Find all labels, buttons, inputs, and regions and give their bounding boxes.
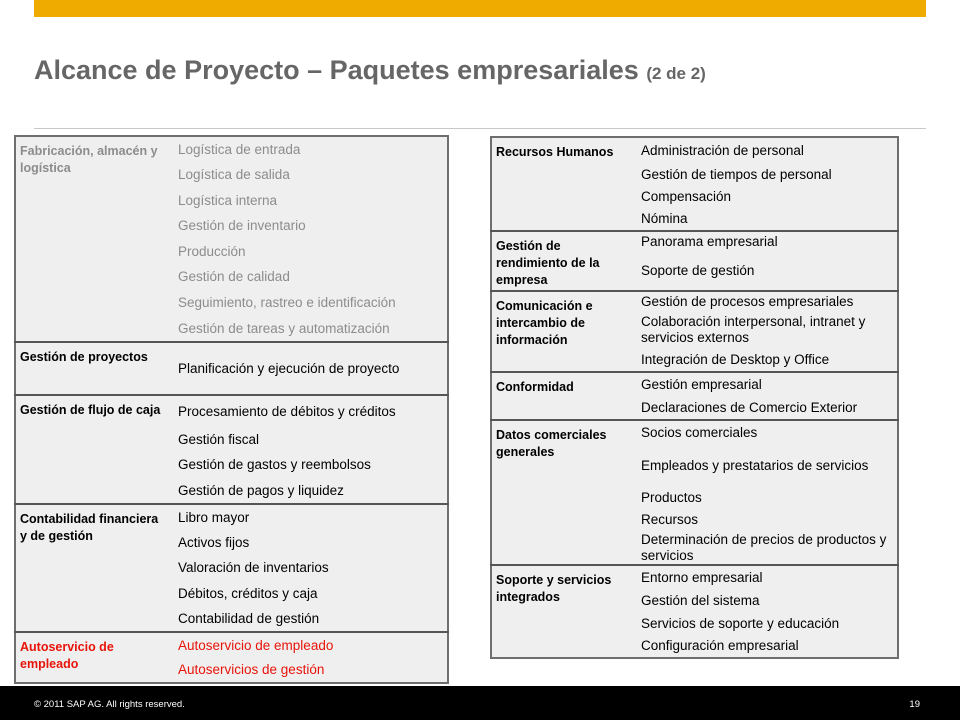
list-item-text: Autoservicios de gestión (178, 662, 325, 677)
table-row (491, 231, 898, 252)
list-item-text: Gestión de procesos empresariales (641, 293, 854, 309)
list-item-text: Soporte de gestión (641, 263, 755, 278)
list-item (170, 555, 448, 581)
list-item-text: Configuración empresarial (641, 638, 799, 653)
list-item (170, 452, 448, 478)
page-number: 19 (909, 699, 920, 710)
list-item-text: Productos (641, 490, 702, 505)
table-row (15, 632, 448, 658)
list-item (633, 635, 898, 658)
list-item (633, 590, 898, 612)
list-item-text: Panorama empresarial (641, 234, 778, 249)
list-item-text: Colaboración interpersonal, intranet y servicios externos (641, 314, 866, 345)
list-item (170, 395, 448, 427)
table-row (491, 137, 898, 163)
category-label: Conformidad (491, 372, 633, 420)
list-item-text: Gestión del sistema (641, 593, 760, 608)
list-item-text: Determinación de precios de productos y servicios (641, 531, 887, 563)
list-item (633, 487, 898, 509)
list-item-text: Integración de Desktop y Office (641, 352, 830, 367)
list-item (633, 208, 898, 231)
table-row (15, 395, 448, 427)
list-item (170, 213, 448, 239)
table-row (15, 342, 448, 395)
copyright-text: © 2011 SAP AG. All rights reserved. (34, 699, 185, 710)
list-item (633, 509, 898, 531)
list-item-text: Activos fijos (178, 534, 250, 550)
page-title-main: Alcance de Proyecto – Paquetes empresariales (34, 55, 639, 85)
list-item (633, 186, 898, 208)
list-item-text: Libro mayor (178, 509, 250, 525)
list-item (170, 162, 448, 188)
list-item (633, 565, 898, 590)
list-item (633, 163, 898, 186)
list-item (633, 291, 898, 311)
list-item (170, 478, 448, 504)
list-item-text: Planificación y ejecución de proyecto (178, 360, 400, 376)
list-item-text: Logística interna (178, 192, 278, 208)
list-item (170, 632, 448, 658)
category-label: Fabricación, almacén y logística (20, 144, 158, 175)
list-item-text: Gestión de inventario (178, 218, 306, 233)
list-item (633, 372, 898, 397)
list-item (633, 397, 898, 420)
left-panel (14, 135, 449, 684)
table-row (15, 136, 448, 162)
list-item-text: Gestión de tareas y automatización (178, 320, 390, 336)
list-item-text: Recursos (641, 512, 699, 527)
category-label: Autoservicio de empleado (15, 632, 170, 683)
list-item (633, 137, 898, 163)
table-row (491, 372, 898, 397)
table-row (15, 504, 448, 530)
list-item (170, 427, 448, 452)
list-item-text: Gestión de tiempos de personal (641, 166, 832, 182)
category-label: Gestión de rendimiento de la empresa (491, 231, 633, 291)
list-item-text: Gestión empresarial (641, 377, 762, 392)
table-row (491, 420, 898, 444)
list-item-text: Administración de personal (641, 142, 804, 158)
list-item-text: Gestión de pagos y liquidez (178, 482, 344, 498)
list-item-text: Declaraciones de Comercio Exterior (641, 400, 858, 415)
list-item-text: Seguimiento, rastreo e identificación (178, 295, 396, 310)
page-title-sub: (2 de 2) (646, 64, 706, 83)
list-item (170, 504, 448, 530)
list-item (170, 264, 448, 290)
list-item-text: Autoservicio de empleado (178, 637, 334, 653)
list-item (633, 349, 898, 372)
list-item (170, 606, 448, 632)
list-item-text: Compensación (641, 189, 732, 204)
list-item-text: Logística de salida (178, 167, 290, 182)
list-item (170, 316, 448, 342)
list-item (170, 530, 448, 555)
list-item (170, 188, 448, 213)
list-item-text: Débitos, créditos y caja (178, 585, 318, 601)
list-item (633, 612, 898, 635)
category-label: Recursos Humanos (496, 145, 614, 159)
list-item-text: Procesamiento de débitos y créditos (178, 403, 396, 419)
category-label: Comunicación e intercambio de información (491, 291, 633, 372)
list-item (170, 658, 448, 683)
list-item-text: Servicios de soporte y educación (641, 615, 840, 631)
list-item (633, 444, 898, 487)
list-item-text: Gestión de calidad (178, 269, 290, 284)
list-item (170, 136, 448, 162)
category-label: Gestión de proyectos (15, 342, 170, 395)
table-row (491, 291, 898, 311)
list-item (633, 252, 898, 291)
list-item-text: Valoración de inventarios (178, 560, 329, 575)
list-item-text: Nómina (641, 211, 688, 226)
page-title (34, 55, 706, 86)
accent-bar (34, 0, 926, 17)
table-row (491, 565, 898, 590)
category-label: Contabilidad financiera y de gestión (15, 504, 170, 632)
list-item-text: Contabilidad de gestión (178, 610, 320, 626)
list-item-text: Gestión de gastos y reembolsos (178, 457, 371, 472)
list-item (170, 581, 448, 606)
footer (0, 686, 960, 720)
list-item (633, 231, 898, 252)
right-panel (490, 136, 899, 659)
list-item-text: Logística de entrada (178, 141, 301, 157)
title-divider (34, 128, 926, 129)
list-item-text: Producción (178, 243, 246, 259)
list-item (633, 531, 898, 565)
list-item (633, 420, 898, 444)
list-item (170, 342, 448, 395)
list-item-text: Gestión fiscal (178, 431, 260, 447)
list-item-text: Socios comerciales (641, 424, 758, 440)
list-item-text: Entorno empresarial (641, 570, 763, 585)
category-label: Soporte y servicios integrados (491, 565, 633, 658)
list-item (633, 311, 898, 349)
list-item (170, 290, 448, 316)
list-item (170, 239, 448, 264)
category-label: Datos comerciales generales (491, 420, 633, 565)
list-item-text: Empleados y prestatarios de servicios (641, 457, 869, 473)
category-label: Gestión de flujo de caja (15, 395, 170, 504)
